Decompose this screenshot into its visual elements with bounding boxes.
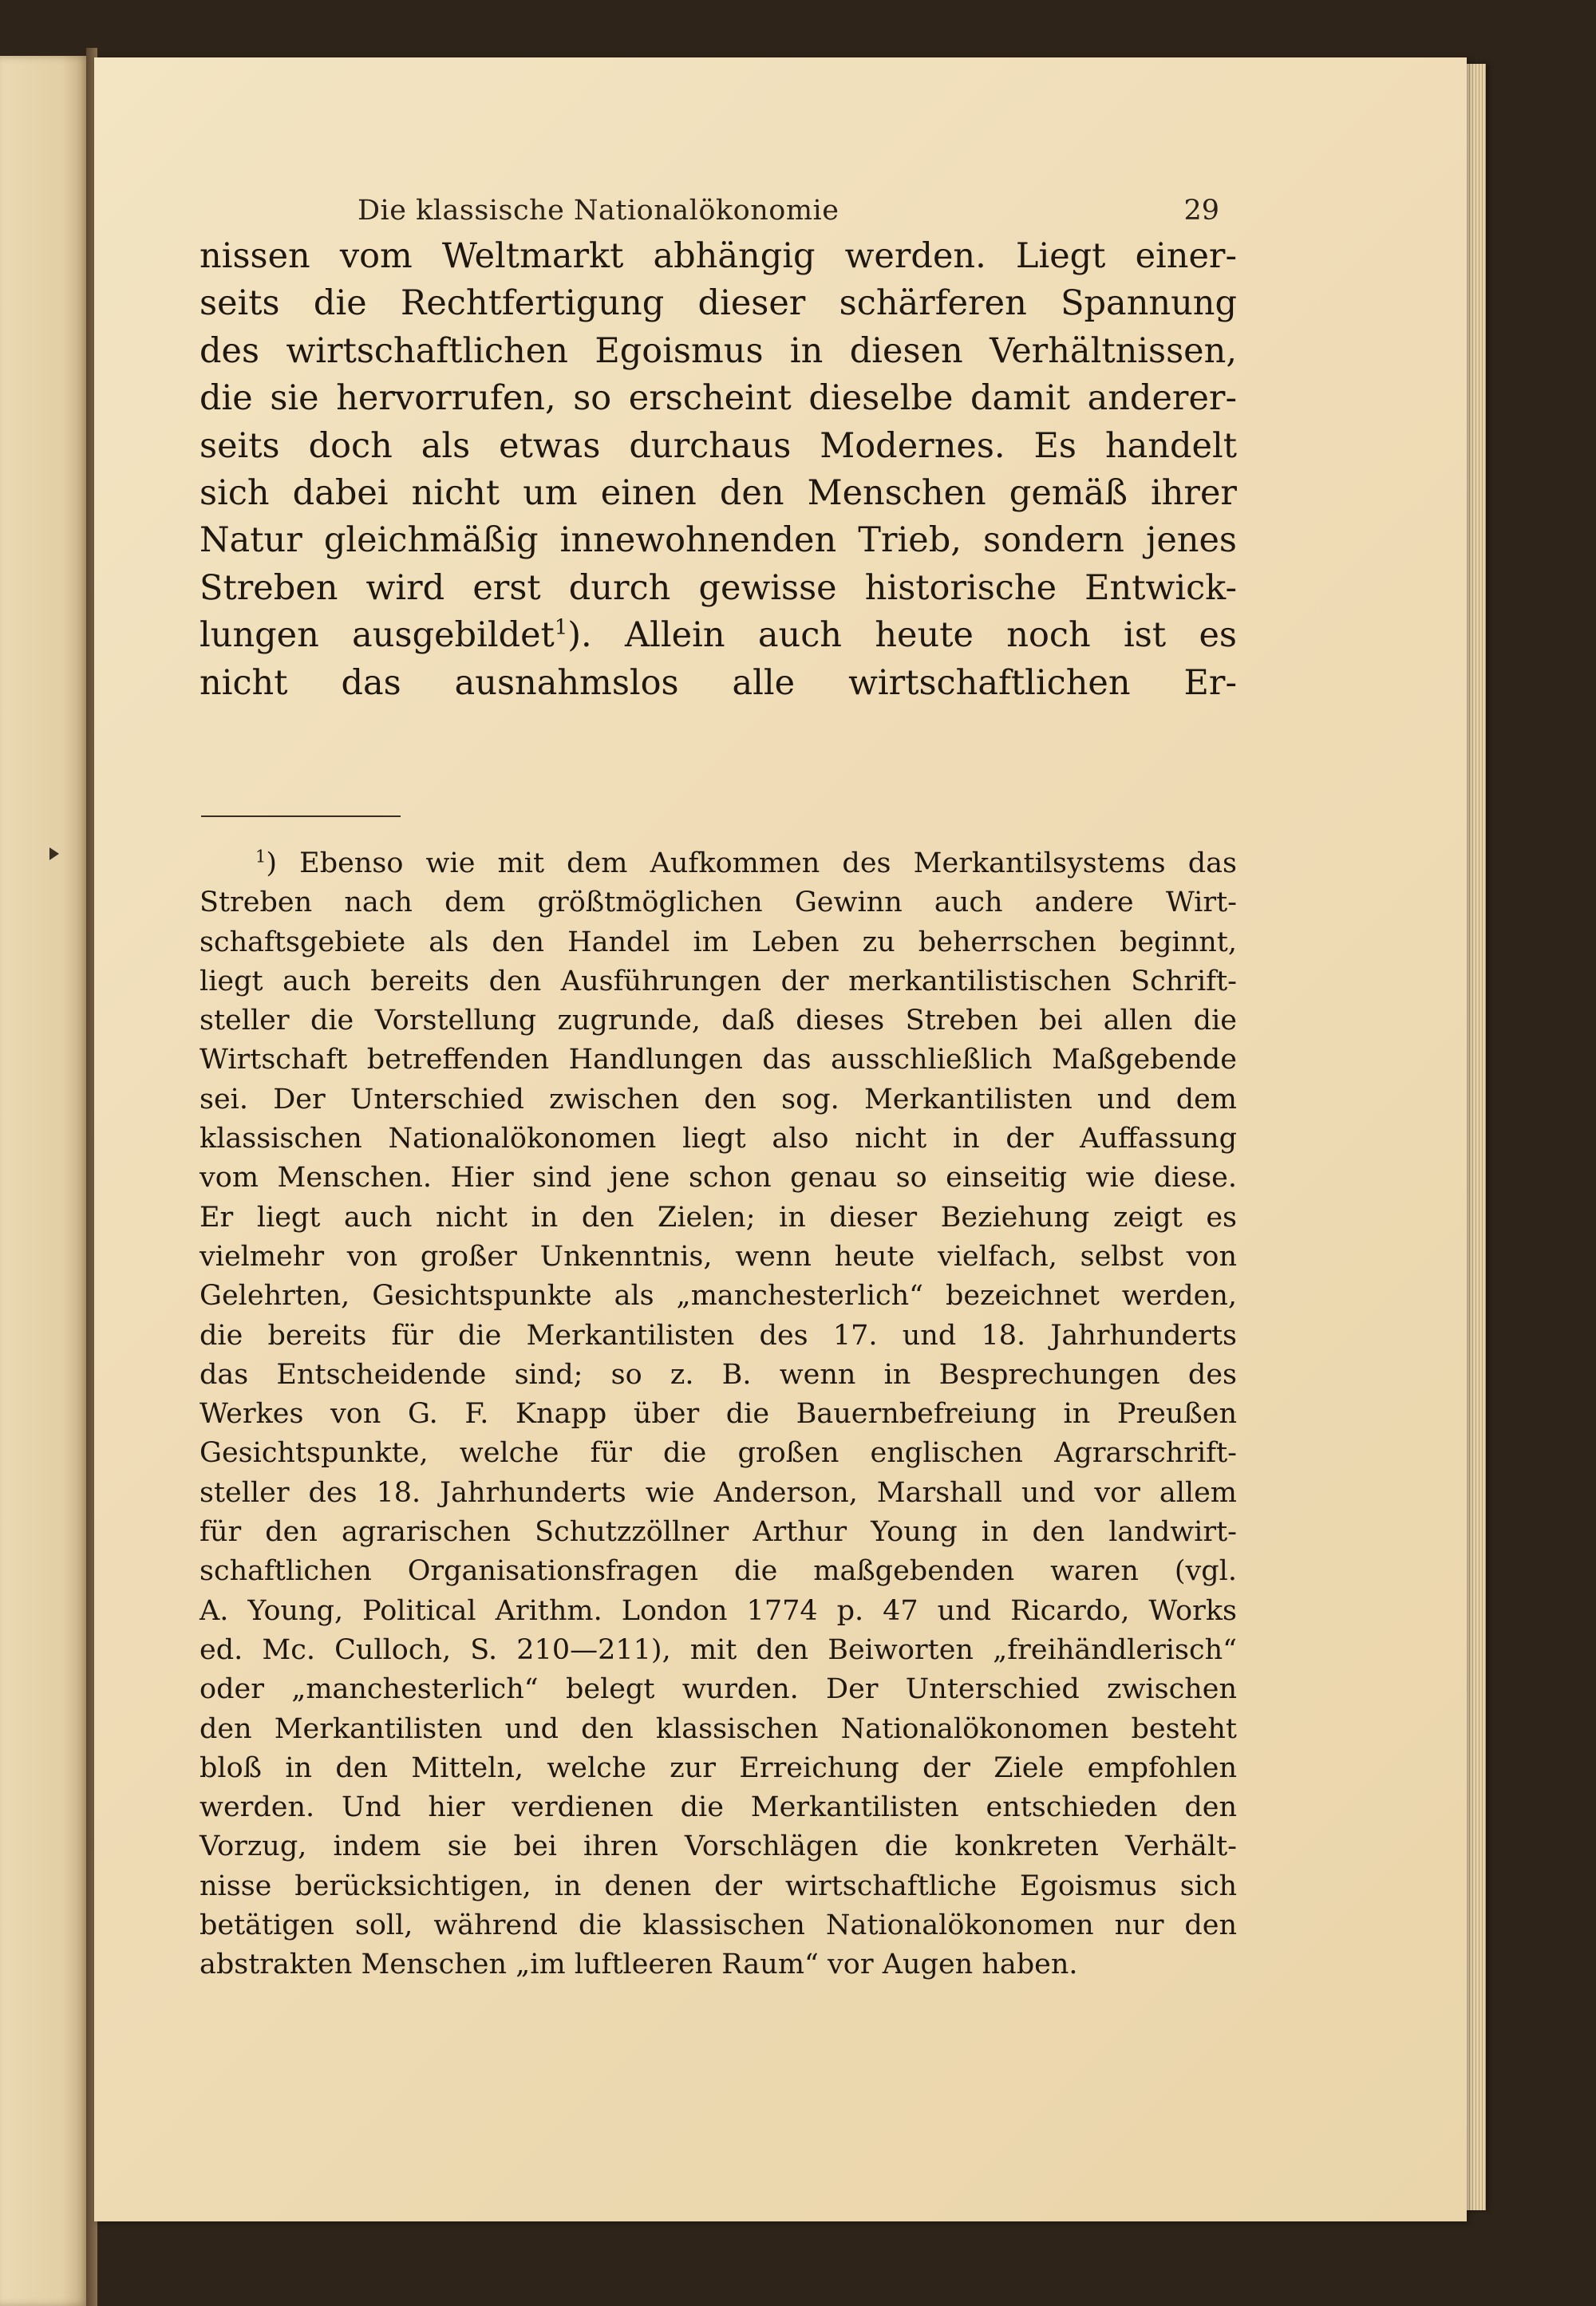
text-fragment: ) Ebenso wie mit dem Aufkommen des Merkantilsystems das	[266, 847, 1237, 879]
footnote-line: die bereits für die Merkantilisten des 17. und 18. Jahrhunderts	[200, 1319, 1237, 1352]
text-line: des wirtschaftlichen Egoismus in diesen Verhältnissen,	[200, 330, 1237, 371]
footnote-separator	[201, 815, 401, 817]
footnote-line: Vorzug, indem sie bei ihren Vorschlägen die konkreten Verhält-	[200, 1830, 1237, 1863]
footnote-marker: 1	[255, 847, 267, 867]
footnote-line: betätigen soll, während die klassischen Nationalökonomen nur den	[200, 1909, 1237, 1942]
footnote-line: vom Menschen. Hier sind jene schon genau so einseitig wie diese.	[200, 1162, 1237, 1194]
margin-arrow-icon	[49, 847, 59, 860]
text-line-with-footnote-ref	[200, 612, 1237, 659]
footnote-line: Wirtschaft betreffenden Handlungen das ausschließlich Maßgebende	[200, 1044, 1237, 1076]
footnote-line: vielmehr von großer Unkenntnis, wenn heute vielfach, selbst von	[200, 1240, 1237, 1273]
text-line: nicht das ausnahmslos alle wirtschaftlichen Er-	[200, 662, 1237, 703]
footnote-line: werden. Und hier verdienen die Merkantilisten entschieden den	[200, 1791, 1237, 1824]
footnote-line: liegt auch bereits den Ausführungen der merkantilistischen Schrift-	[200, 965, 1237, 997]
footnote-line: oder „manchesterlich“ belegt wurden. Der Unterschied zwischen	[200, 1673, 1237, 1706]
footnote	[200, 844, 1237, 1985]
footnote-line: ed. Mc. Culloch, S. 210—211), mit den Beiworten „freihändlerisch“	[200, 1633, 1237, 1666]
footnote-line: Gesichtspunkte, welche für die großen englischen Agrarschrift-	[200, 1437, 1237, 1470]
text-line: seits die Rechtfertigung dieser schärferen Spannung	[200, 283, 1237, 324]
text-line: seits doch als etwas durchaus Modernes. Es handelt	[200, 425, 1237, 466]
footnote-line: schaftsgebiete als den Handel im Leben zu beherrschen beginnt,	[200, 926, 1237, 958]
footnote-line: schaftlichen Organisationsfragen die maßgebenden waren (vgl.	[200, 1555, 1237, 1588]
footnote-line: Er liegt auch nicht in den Zielen; in dieser Beziehung zeigt es	[200, 1201, 1237, 1234]
footnote-line: Werkes von G. F. Knapp über die Bauernbefreiung in Preußen	[200, 1398, 1237, 1431]
footnote-reference: 1	[554, 615, 568, 640]
running-header	[358, 195, 1219, 235]
footnote-line: sei. Der Unterschied zwischen den sog. Merkantilisten und dem	[200, 1083, 1237, 1115]
footnote-line: steller des 18. Jahrhunderts wie Anderson, Marshall und vor allem	[200, 1476, 1237, 1509]
facing-page-edge	[0, 56, 89, 2306]
text-line: die sie hervorrufen, so erscheint dieselbe damit anderer-	[200, 378, 1237, 419]
main-text	[200, 233, 1237, 707]
footnote-line: steller die Vorstellung zugrunde, daß dieses Streben bei allen die	[200, 1005, 1237, 1037]
text-fragment: ). Allein auch heute noch ist es	[567, 615, 1237, 656]
footnote-line: klassischen Nationalökonomen liegt also nicht in der Auffassung	[200, 1123, 1237, 1155]
footnote-line: Gelehrten, Gesichtspunkte als „manchesterlich“ bezeichnet werden,	[200, 1280, 1237, 1313]
footnote-line: für den agrarischen Schutzzöllner Arthur Young in den landwirt-	[200, 1516, 1237, 1549]
footnote-line: A. Young, Political Arithm. London 1774 p. 47 und Ricardo, Works	[200, 1594, 1237, 1627]
footnote-line: das Entscheidende sind; so z. B. wenn in Besprechungen des	[200, 1358, 1237, 1391]
text-line: Natur gleichmäßig innewohnenden Trieb, sondern jenes	[200, 520, 1237, 561]
footnote-line: den Merkantilisten und den klassischen Nationalökonomen besteht	[200, 1712, 1237, 1745]
footnote-first-line	[200, 844, 1237, 883]
footnote-line: bloß in den Mitteln, welche zur Erreichung der Ziele empfohlen	[200, 1751, 1237, 1784]
footnote-line: Streben nach dem größtmöglichen Gewinn auch andere Wirt-	[200, 886, 1237, 919]
running-title: Die klassische Nationalökonomie	[358, 195, 839, 227]
footnote-line: nisse berücksichtigen, in denen der wirtschaftliche Egoismus sich	[200, 1870, 1237, 1902]
page-number: 29	[1183, 195, 1219, 227]
footnote-line: abstrakten Menschen „im luftleeren Raum“ vor Augen haben.	[200, 1949, 1078, 1981]
text-line: nissen vom Weltmarkt abhängig werden. Liegt einer-	[200, 236, 1237, 276]
text-line: sich dabei nicht um einen den Menschen gemäß ihrer	[200, 472, 1237, 513]
text-fragment: lungen ausgebildet	[200, 615, 555, 656]
text-line: Streben wird erst durch gewisse historische Entwick-	[200, 567, 1237, 608]
